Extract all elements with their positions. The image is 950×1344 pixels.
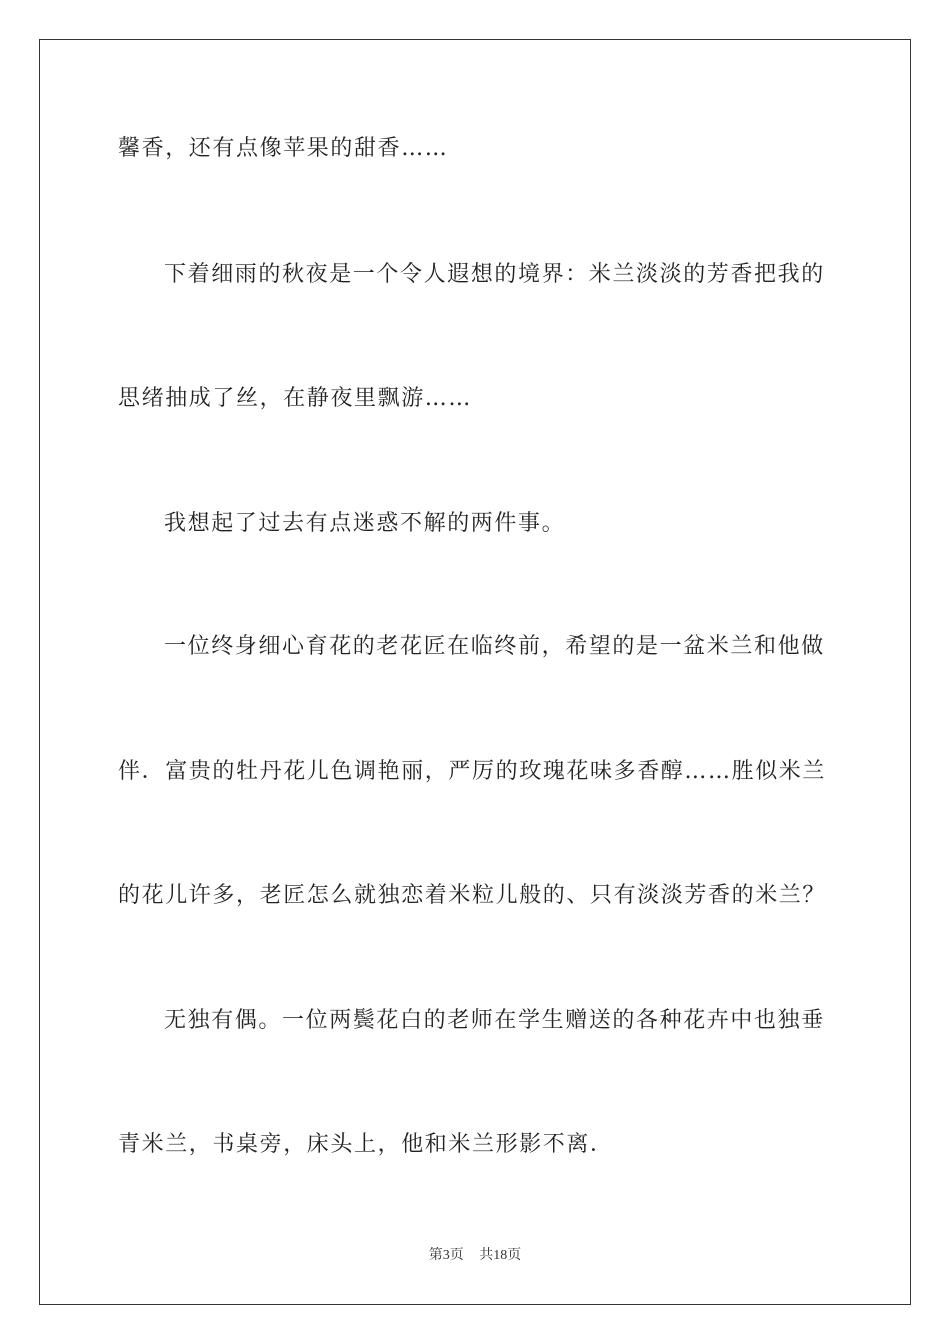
text-line-3: 思绪抽成了丝，在静夜里飘游…… [118,386,473,411]
text-line-2: 下着细雨的秋夜是一个令人遐想的境界：米兰淡淡的芳香把我的 [164,262,825,287]
page-border [39,39,911,1305]
page-number: 第3页 [428,1248,464,1263]
text-line-9: 青米兰，书桌旁，床头上，他和米兰形影不离． [118,1132,614,1157]
text-line-4: 我想起了过去有点迷惑不解的两件事。 [164,511,566,536]
text-line-5: 一位终身细心育花的老花匠在临终前，希望的是一盆米兰和他做 [164,634,825,659]
text-line-7: 的花儿许多，老匠怎么就独恋着米粒儿般的、只有淡淡芳香的米兰？ [118,883,827,908]
page-footer [0,1249,950,1263]
page-total: 共18页 [479,1248,522,1263]
text-line-6: 伴．富贵的牡丹花儿色调艳丽，严厉的玫瑰花味多香醇……胜似米兰 [118,759,827,784]
text-line-1: 馨香，还有点像苹果的甜香…… [118,136,449,161]
text-line-8: 无独有偶。一位两鬓花白的老师在学生赠送的各种花卉中也独垂 [164,1008,825,1033]
